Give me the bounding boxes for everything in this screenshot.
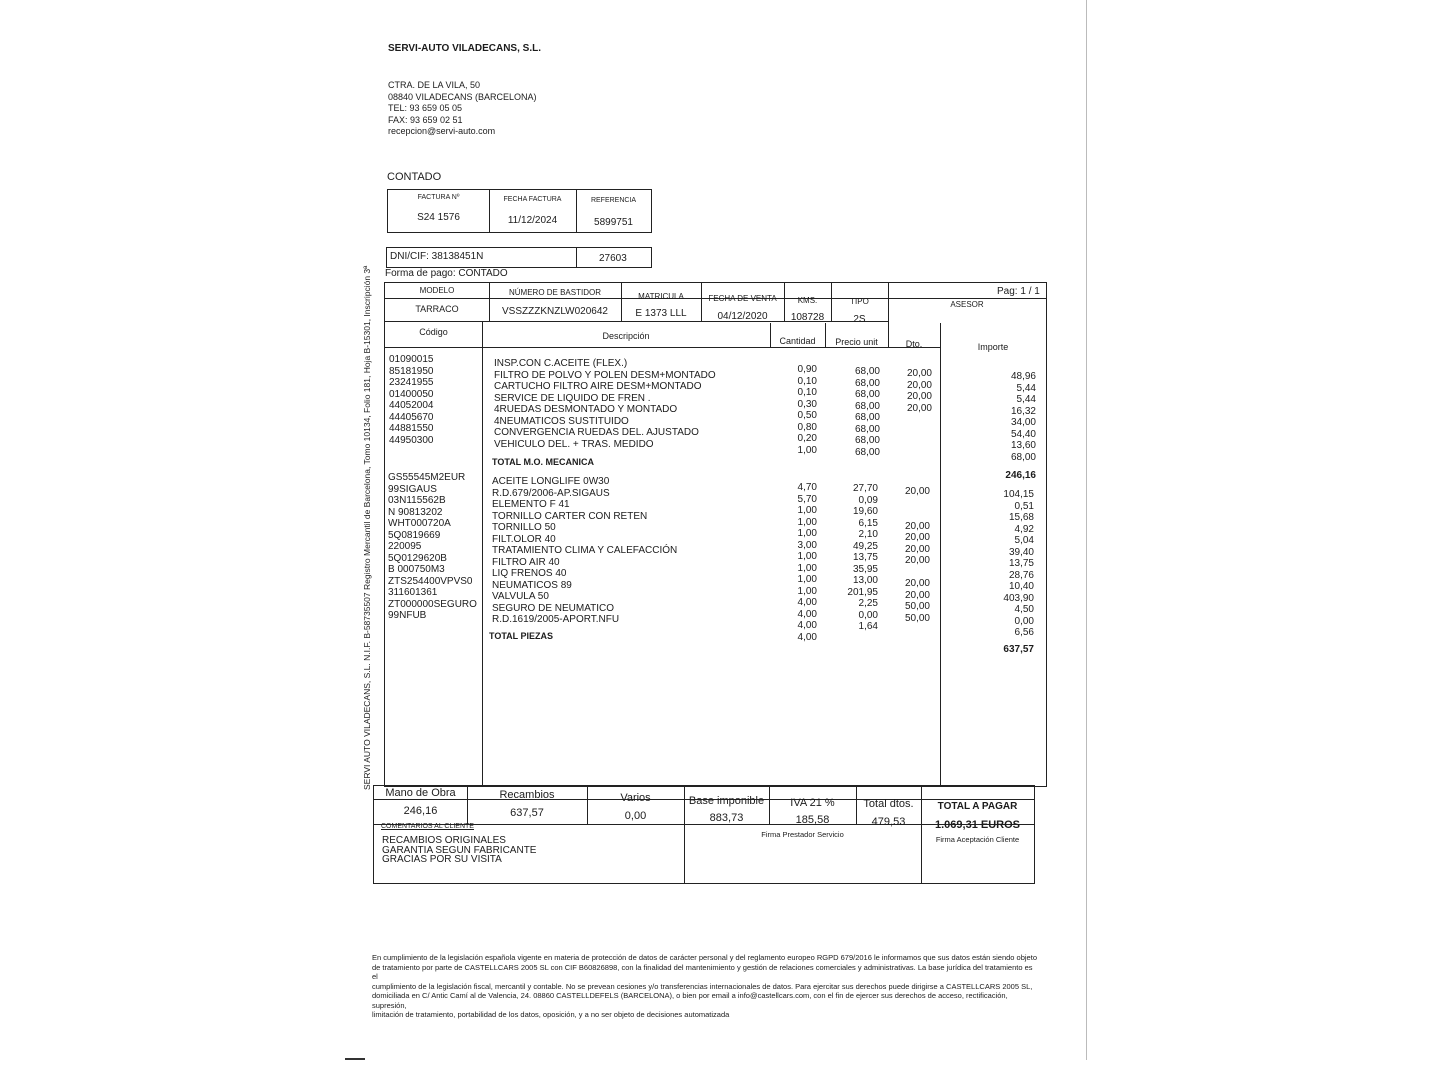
fecha-venta-header: FECHA DE VENTA [708,294,777,303]
comments [382,836,536,865]
forma-pago: Forma de pago: CONTADO [385,268,508,279]
part-code: 5Q0819669 [388,529,441,541]
part-code: N 90813202 [388,506,443,518]
part-code: GS55545M2EUR [388,472,466,483]
part-description: TORNILLO CARTER CON RETEN [492,510,648,522]
part-description: R.D.1619/2005-APORT.NFU [492,614,620,625]
part-price: 0,09 [858,494,878,506]
modelo-header: MODELO [419,286,455,295]
part-amount: 4,92 [1014,523,1034,535]
labor-amount: 5,44 [1016,394,1036,405]
labor-description: CONVERGENCIA RUEDAS DEL. AJUSTADO [494,427,699,438]
tipo-value: 2S [853,314,866,325]
labor-price: 68,00 [854,412,880,423]
labor-quantity: 1,00 [797,444,817,456]
part-quantity: 3,00 [797,539,817,551]
recambios-value: 637,57 [510,807,544,819]
firma-prestador: Firma Prestador Servicio [761,830,844,839]
company-name: SERVI-AUTO VILADECANS, S.L. [388,43,541,54]
part-quantity: 1,00 [797,505,817,516]
part-discount: 20,00 [904,486,930,497]
labor-amount: 16,32 [1010,405,1036,417]
codigo-header: Código [419,327,448,337]
bastidor-value: VSSZZZKNZLW020642 [502,306,608,317]
part-discount: 20,00 [904,578,930,589]
legal-line: de tratamiento por parte de CASTELLCARS 2005 SL con CIF B60826898, con la finalidad del mantenimiento y gestión de relaciones comerciales y administrativas. La base jurídica del tratamiento es el [372,962,1033,981]
parts-amounts [983,489,1034,639]
part-quantity: 1,00 [797,528,817,539]
labor-code: 01090015 [389,354,434,365]
labor-price: 68,00 [854,389,880,400]
part-code: 03N115562B [388,495,446,506]
labor-discount: 20,00 [906,379,932,391]
part-amount: 39,40 [1008,546,1034,558]
labor-discount: 20,00 [906,368,932,379]
fecha-value: 11/12/2024 [507,215,558,226]
part-price: 49,25 [852,540,878,552]
labor-price: 68,00 [854,366,880,377]
labor-code: 01400050 [389,388,434,400]
total-pagar-header: TOTAL A PAGAR [937,801,1018,812]
descripcion-header: Descripción [602,331,650,341]
part-amount: 13,75 [1008,558,1034,569]
labor-description: INSP.CON C.ACEITE (FLEX.) [494,358,628,369]
labor-quantity: 0,10 [797,387,817,398]
total-pagar-value: 1.069,31 EUROS [935,819,1020,831]
part-quantity: 4,70 [797,482,817,493]
part-quantity: 4,00 [797,620,817,631]
kms-header: KMS. [797,296,818,305]
labor-descriptions [494,358,716,450]
comment-line: GARANTIA SEGUN FABRICANTE [382,844,537,856]
part-price: 2,25 [858,598,878,609]
labor-amount: 5,44 [1016,382,1036,394]
factura-label: FACTURA Nº [417,194,460,201]
registry-side-text: SERVI AUTO VILADECANS, S.L. N.I.F. B-58735507 Registro Mercantil de Barcelona, Tomo 10134, Folio 181, Hoja B-15301, Inscripción 3ª [362,265,372,790]
labor-quantity: 0,30 [797,398,817,410]
total-dtos-header: Total dtos. [863,798,914,810]
labor-discount: 20,00 [906,391,932,402]
base-imponible-value: 883,73 [709,812,744,824]
part-description: FILT.OLOR 40 [492,533,556,545]
labor-description: 4RUEDAS DESMONTADO Y MONTADO [494,404,678,415]
labor-code: 23241955 [389,377,434,388]
part-discount: 20,00 [904,532,930,543]
part-quantity: 1,00 [797,585,817,597]
address-line: 08840 VILADECANS (BARCELONA) [388,91,537,102]
referencia-value: 5899751 [594,217,633,228]
parts-prices [833,483,878,633]
legal-line: cumplimiento de la legislación fiscal, mercantil y contable. No se prevean cesiones y/o transferencias internacionales de datos. Para ejercitar sus derechos puede dirigirse a CASTELLCARS 2005 SL, [372,981,1033,991]
part-quantity: 1,00 [797,562,817,574]
labor-discounts [890,368,932,414]
part-quantity: 4,00 [797,631,817,643]
total-dtos-value: 479,53 [871,816,906,828]
part-price: 13,75 [852,552,878,563]
part-price: 2,10 [858,529,878,540]
labor-description: SERVICE DE LIQUIDO DE FREN . [494,392,651,404]
legal-line: limitación de tratamiento, portabilidad de los datos, oposición, y a no ser objeto de decisiones automatizada [372,1010,730,1019]
part-quantity: 1,00 [797,574,817,585]
legal-notice [372,953,1037,1020]
part-code: 5Q0129620B [388,552,447,564]
part-code: 220095 [388,541,422,552]
comentarios-label: COMENTARIOS AL CLIENTE [381,823,474,830]
labor-code: 85181950 [389,365,434,377]
address-line: CTRA. DE LA VILA, 50 [388,80,481,90]
labor-amount: 48,96 [1010,371,1036,382]
dto-header: Dto. [905,339,923,349]
part-quantity: 1,00 [797,516,817,528]
parts-discounts [888,486,930,624]
labor-description: FILTRO DE POLVO Y POLEN DESM+MONTADO [494,369,716,381]
part-discount: 20,00 [904,555,930,566]
fecha-label: FECHA FACTURA [503,196,562,203]
labor-total: 246,16 [1005,470,1036,481]
asesor-header: ASESOR [950,300,984,309]
labor-price: 68,00 [854,377,880,389]
labor-codes [389,354,434,446]
labor-amount: 54,40 [1010,428,1036,440]
part-price: 0,00 [858,609,878,621]
part-quantity: 4,00 [797,597,817,608]
part-code: 311601361 [388,587,438,598]
part-quantity: 4,00 [797,608,817,620]
part-amount: 15,68 [1008,512,1034,523]
invoice-header-box [387,189,652,233]
part-price: 27,70 [852,483,878,494]
labor-price: 68,00 [854,400,880,412]
address-line: TEL: 93 659 05 05 [388,103,463,113]
part-code: 99NFUB [388,610,427,621]
part-amount: 28,76 [1008,569,1034,581]
part-price: 201,95 [847,586,878,598]
part-price: 6,15 [858,517,878,529]
part-discount [888,509,930,521]
part-discount: 20,00 [904,589,930,601]
labor-code: 44950300 [389,434,434,446]
labor-amount: 34,00 [1010,417,1036,428]
varios-value: 0,00 [624,810,647,822]
legal-line: domiciliada en C/ Antic Camí al de Valencia, 24. 08860 CASTELLDEFELS (BARCELONA), o bien por email a info@castellcars.com, con el fin de ejercer sus derechos de acceso, rectificación, supresión, [372,991,1008,1010]
labor-amount: 13,60 [1010,440,1036,451]
parts-codes [388,472,477,622]
part-price: 19,60 [852,506,878,517]
labor-code: 44405670 [389,411,434,423]
bastidor-header: NÚMERO DE BASTIDOR [508,288,601,297]
company-address [388,80,537,138]
part-description: ACEITE LONGLIFE 0W30 [492,476,610,487]
part-amount: 0,51 [1014,500,1034,512]
part-amount: 5,04 [1014,535,1034,546]
base-imponible-header: Base imponible [688,795,765,807]
part-code: B 000750M3 [388,564,445,575]
mano-obra-header: Mano de Obra [385,787,456,799]
legal-line: En cumplimiento de la legislación española vigente en materia de protección de datos de carácter personal y del reglamento europeo RGPD 679/2016 le informamos que sus datos están siendo objeto [372,953,1037,962]
part-description: TRATAMIENTO CLIMA Y CALEFACCIÓN [492,545,678,556]
tipo-header: TIPO [850,297,869,306]
labor-code: 44881550 [389,423,434,434]
part-description: NEUMATICOS 89 [492,579,572,591]
firma-cliente: Firma Aceptación Cliente [935,835,1020,844]
part-code: 99SIGAUS [388,483,437,495]
totals-box [373,785,1035,884]
labor-price: 68,00 [854,435,880,446]
part-price: 35,95 [852,563,878,575]
address-line: FAX: 93 659 02 51 [388,114,463,125]
labor-description: CARTUCHO FILTRO AIRE DESM+MONTADO [494,381,702,392]
precio-header: Precio unit [835,337,878,347]
part-discount [888,567,930,579]
page-number: Pag: 1 / 1 [997,286,1040,297]
matricula-value: E 1373 LLL [635,308,687,319]
parts-descriptions [492,476,677,626]
labor-quantity: 0,10 [797,375,817,387]
client-box [386,247,652,268]
factura-number: S24 1576 [417,212,460,223]
part-amount: 403,90 [1003,592,1034,604]
labor-quantity: 0,20 [797,433,817,444]
referencia-label: REFERENCIA [590,197,637,204]
parts-total-label: TOTAL PIEZAS [489,631,554,641]
client-code: 27603 [599,253,627,264]
part-discount: 20,00 [904,520,930,532]
part-description: VALVULA 50 [492,591,549,602]
payment-type: CONTADO [387,171,442,183]
address-line: recepcion@servi-auto.com [388,126,496,136]
part-amount: 4,50 [1014,604,1034,615]
part-amount: 10,40 [1008,581,1034,592]
part-amount: 104,15 [1003,489,1034,500]
varios-header: Varios [620,792,651,804]
comment-line: RECAMBIOS ORIGINALES [382,835,506,846]
kms-value: 108728 [790,312,825,323]
part-description: TORNILLO 50 [492,522,556,533]
labor-quantity: 0,50 [797,410,817,421]
part-description: SEGURO DE NEUMATICO [492,602,615,614]
matricula-header: MATRICULA [638,292,684,301]
part-discount: 50,00 [904,612,930,624]
labor-amounts [985,371,1036,463]
part-description: R.D.679/2006-AP.SIGAUS [492,487,610,499]
scan-edge-line [1086,0,1087,1060]
labor-description: VEHICULO DEL. + TRAS. MEDIDO [494,438,654,450]
part-quantity: 5,70 [797,493,817,505]
parts-quantities [770,482,817,643]
recambios-header: Recambios [499,789,555,801]
cantidad-header: Cantidad [779,336,816,346]
comment-line: GRACIAS POR SU VISITA [382,854,502,865]
part-description: LIQ FRENOS 40 [492,568,567,579]
fecha-venta-value: 04/12/2020 [717,311,768,322]
part-code: ZT000000SEGURO [388,598,477,610]
part-discount [888,498,930,510]
labor-description: 4NEUMATICOS SUSTITUIDO [494,415,629,427]
labor-total-label: TOTAL M.O. MECANICA [492,457,594,467]
iva-header: IVA 21 % [790,797,835,809]
labor-discount: 20,00 [906,402,932,414]
part-price: 13,00 [852,575,878,586]
labor-quantities [770,364,817,456]
part-amount: 6,56 [1014,627,1034,638]
labor-quantity: 0,90 [797,364,817,375]
iva-value: 185,58 [795,814,830,826]
part-discount: 20,00 [904,543,930,555]
part-code: WHT000720A [388,518,451,529]
part-description: FILTRO AIR 40 [492,556,560,568]
part-quantity: 1,00 [797,551,817,562]
labor-amount: 68,00 [1010,451,1036,463]
labor-quantity: 0,80 [797,421,817,433]
part-discount: 50,00 [904,601,930,612]
parts-total: 637,57 [1003,644,1034,655]
scan-mark [345,1058,365,1060]
labor-price: 68,00 [854,423,880,435]
part-description: ELEMENTO F 41 [492,499,570,510]
part-price: 1,64 [858,621,878,632]
mano-obra-value: 246,16 [403,805,438,817]
labor-prices [835,366,880,458]
importe-header: Importe [977,342,1009,352]
part-amount: 0,00 [1014,615,1034,627]
labor-price: 68,00 [854,446,880,458]
part-code: ZTS254400VPVS0 [388,575,473,587]
client-dni: DNI/CIF: 38138451N [390,251,484,262]
labor-code: 44052004 [389,400,434,411]
modelo-value: TARRACO [415,304,459,314]
